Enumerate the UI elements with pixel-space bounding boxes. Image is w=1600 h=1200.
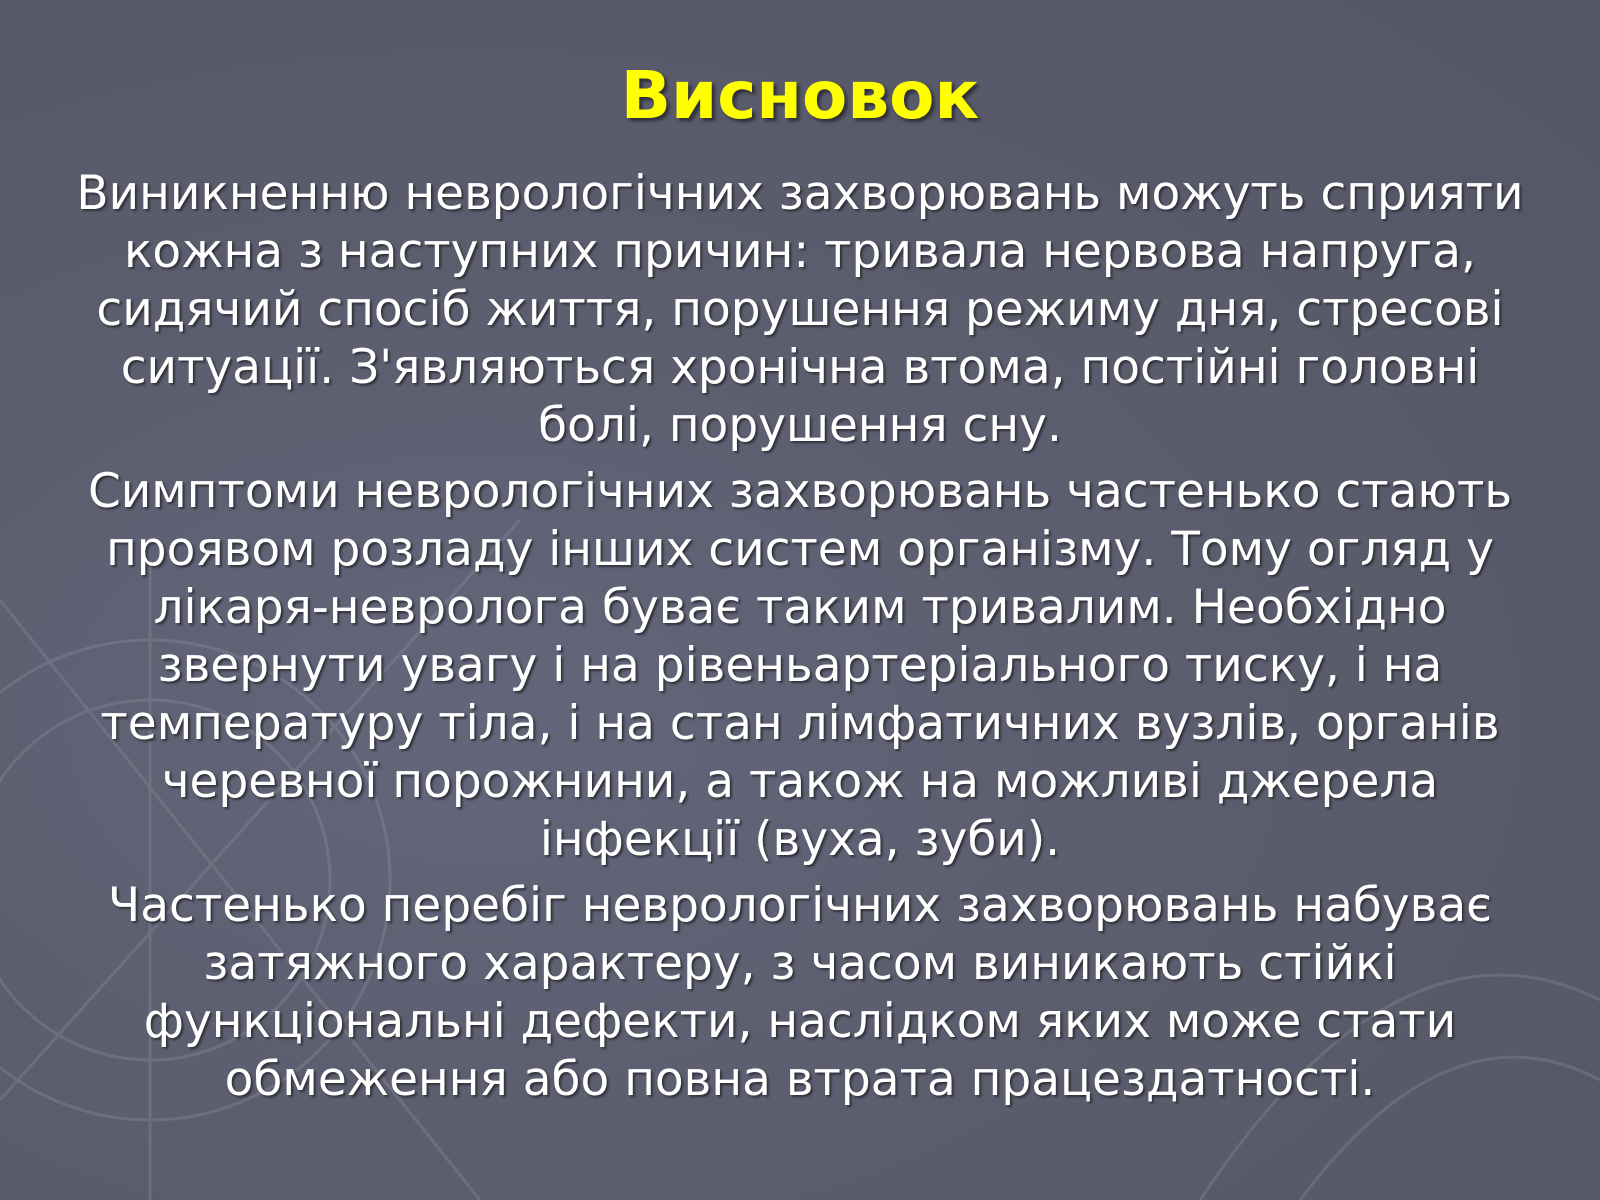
- text-line: інфекції (вуха, зуби).: [539, 812, 1061, 867]
- text-line: кожна з наступних причин: тривала нервова напруга,: [124, 224, 1476, 279]
- text-line: звернути увагу і на рівеньартеріального тиску, і на: [157, 638, 1443, 693]
- text-line: ситуації. З'являються хронічна втома, постійні головні: [120, 340, 1480, 395]
- text-line: черевної порожнини, а також на можливі джерела: [161, 754, 1439, 809]
- slide-body: [70, 165, 1530, 1117]
- text-line: температуру тіла, і на стан лімфатичних вузлів, органів: [100, 696, 1500, 751]
- text-line: болі, порушення сну.: [538, 398, 1062, 453]
- text-line: проявом розладу інших систем організму. Тому огляд у: [106, 522, 1494, 577]
- text-line: функціональні дефекти, наслідком яких може стати: [143, 994, 1457, 1049]
- slide-title: Висновок: [620, 57, 980, 134]
- text-line: Виникненню неврологічних захворювань можуть сприяти: [76, 166, 1524, 221]
- text-line: Частенько перебіг неврологічних захворювань набуває: [108, 878, 1492, 933]
- paragraph-consequences: [70, 877, 1530, 1109]
- text-line: обмеження або повна втрата працездатності.: [224, 1052, 1376, 1107]
- paragraph-causes: [70, 165, 1530, 455]
- text-line: лікаря-невролога буває таким тривалим. Необхідно: [153, 580, 1447, 635]
- text-line: затяжного характеру, з часом виникають стійкі: [203, 936, 1397, 991]
- text-line: сидячий спосіб життя, порушення режиму дня, стресові: [96, 282, 1504, 337]
- text-line: Симптоми неврологічних захворювань частенько стають: [87, 464, 1513, 519]
- paragraph-symptoms: [70, 463, 1530, 869]
